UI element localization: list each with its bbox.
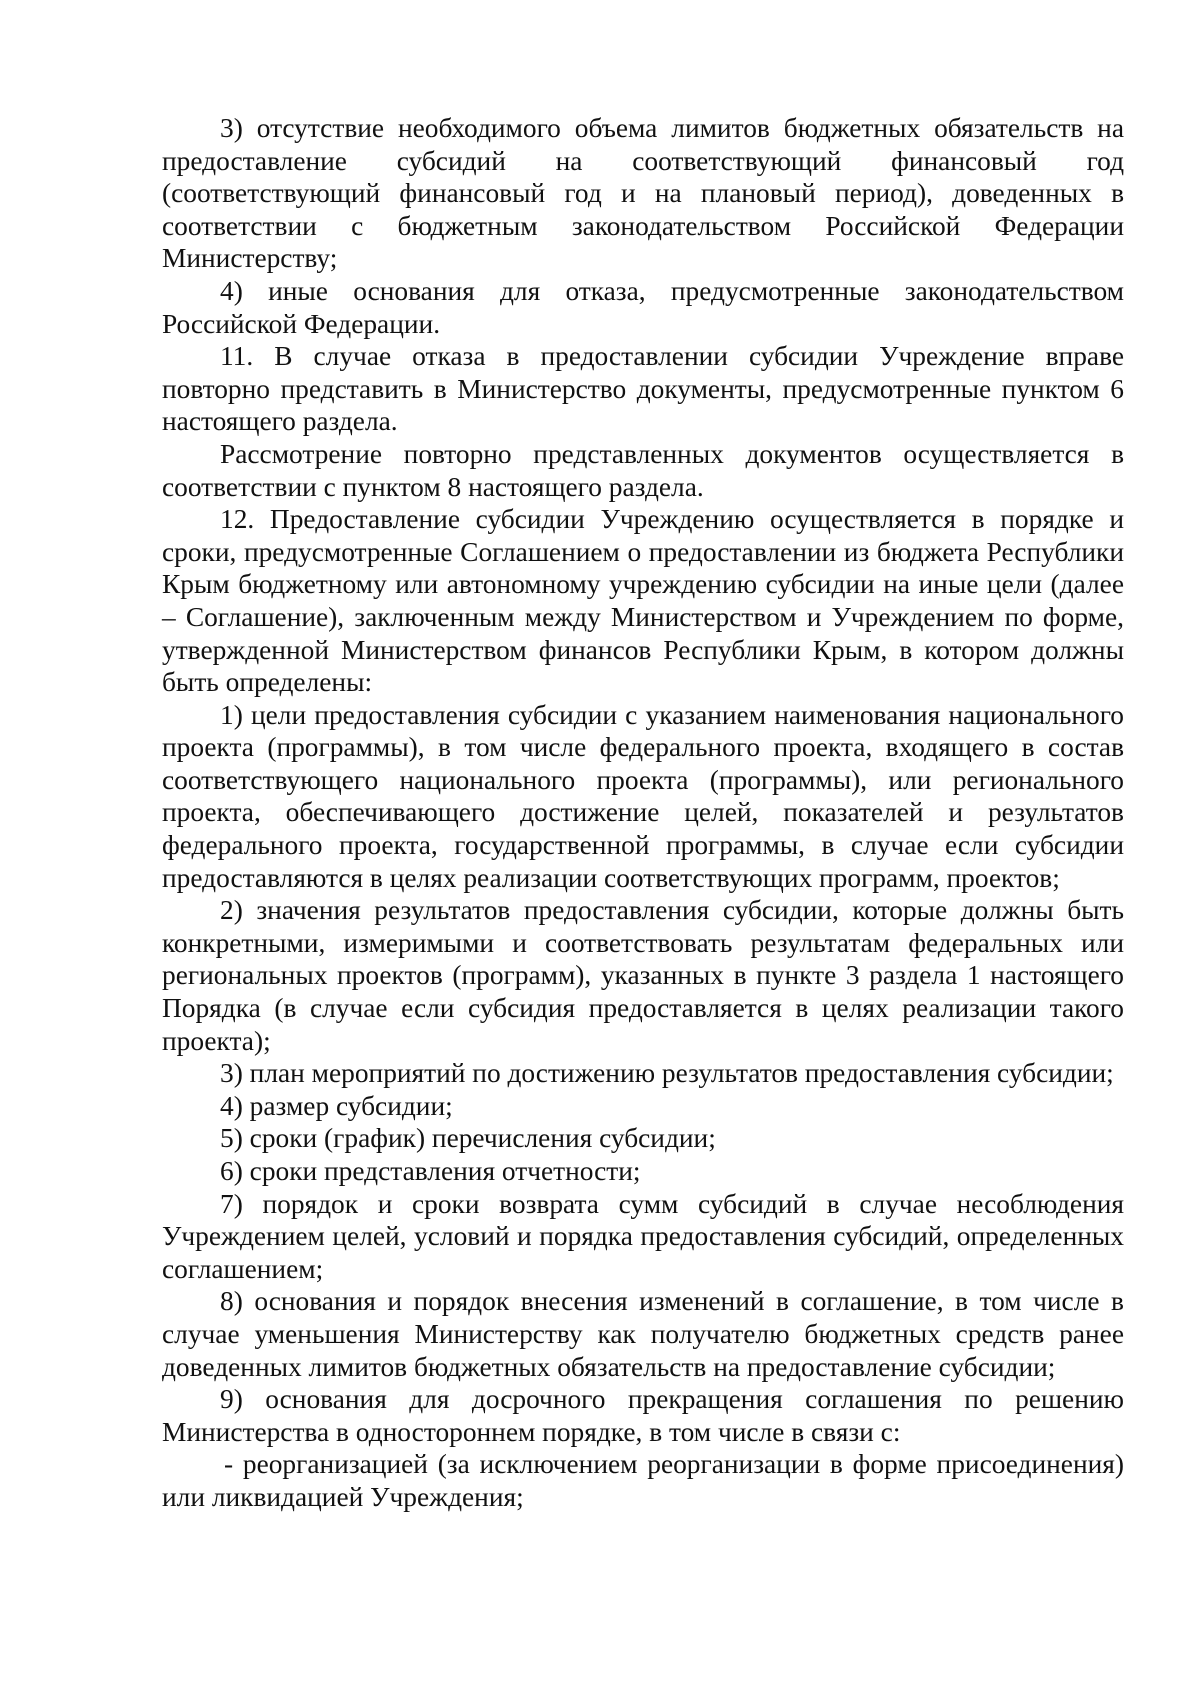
list-item-4-amount: 4) размер субсидии;	[220, 1090, 453, 1121]
list-item-2-results: 2) значения результатов предоставления субсидии, которые должны быть конкретными, измеримыми и соответствовать результатам федеральных или региональных проектов (программ), указанных в пункте 3 раздела 1 настоящего Порядка (в случае если субсидия предоставляется в целях реализации такого проекта);	[162, 895, 1124, 1056]
list-item-9-termination: 9) основания для досрочного прекращения соглашения по решению Министерства в одностороннем порядке, в том числе в связи с:	[162, 1384, 1124, 1447]
list-item-6-reporting: 6) сроки представления отчетности;	[220, 1156, 641, 1186]
list-item-1-goals: 1) цели предоставления субсидии с указанием наименования национального проекта (программы), в том числе федерального проекта, входящего в состав соответствующего национального проекта (программы), или регионального проекта, обеспечивающего достижение целей, показателей и результатов федерального проекта, государственной программы, в случае если субсидии предоставляются в целях реализации соответствующих программ, проектов;	[162, 699, 1124, 893]
paragraph-11-review: Рассмотрение повторно представленных документов осуществляется в соответствии с пунктом 8 настоящего раздела.	[162, 438, 1124, 502]
document-body	[162, 112, 1124, 1514]
paragraph-12-agreement: 12. Предоставление субсидии Учреждению осуществляется в порядке и сроки, предусмотренные Соглашением о предоставлении из бюджета Республики Крым бюджетному или автономному учреждению субсидии на иные цели (далее – Соглашение), заключенным между Министерством и Учреждением по форме, утвержденной Министерством финансов Республики Крым, в котором должны быть определены:	[162, 504, 1124, 698]
list-item-5-schedule: 5) сроки (график) перечисления субсидии;	[220, 1123, 716, 1154]
paragraph-3-limits: 3) отсутствие необходимого объема лимитов бюджетных обязательств на предоставление субсидий на соответствующий финансовый год (соответствующий финансовый год и на плановый период), доведенных в соответствии с бюджетным законодательством Российской Федерации Министерству;	[162, 113, 1124, 274]
list-item-3-plan: 3) план мероприятий по достижению результатов предоставления субсидии;	[220, 1058, 1114, 1089]
list-item-8-amendments: 8) основания и порядок внесения изменений в соглашение, в том числе в случае уменьшения Министерству как получателю бюджетных средств ранее доведенных лимитов бюджетных обязательств на предоставление субсидии;	[162, 1286, 1124, 1382]
list-item-dash-reorganization: - реорганизацией (за исключением реорганизации в форме присоединения) или ликвидацией Учреждения;	[162, 1449, 1124, 1512]
list-item-7-refund: 7) порядок и сроки возврата сумм субсидий в случае несоблюдения Учреждением целей, условий и порядка предоставления субсидий, определенных соглашением;	[162, 1188, 1124, 1284]
paragraph-11-refusal: 11. В случае отказа в предоставлении субсидии Учреждение вправе повторно представить в Министерство документы, предусмотренные пунктом 6 настоящего раздела.	[162, 341, 1124, 437]
paragraph-4-other-grounds: 4) иные основания для отказа, предусмотренные законодательством Российской Федерации.	[162, 275, 1124, 339]
